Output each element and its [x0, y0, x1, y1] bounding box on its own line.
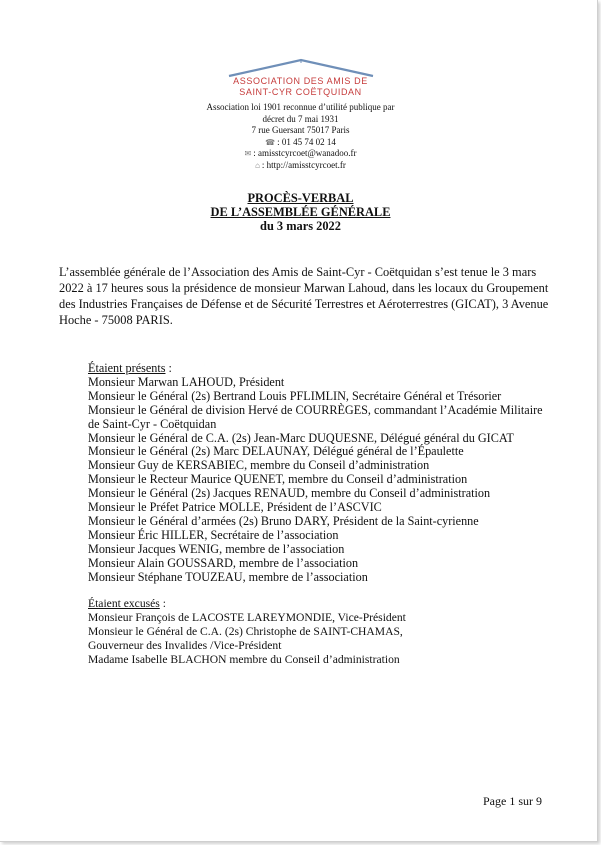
- excused-person: Monsieur François de LACOSTE LAREYMONDIE, Vice-Président: [88, 611, 406, 624]
- excused-person: Gouverneur des Invalides /Vice-Président: [88, 639, 282, 652]
- attendee: de Saint-Cyr - Coëtquidan: [88, 416, 217, 431]
- letterhead: [0, 56, 601, 172]
- attendee: Monsieur Stéphane TOUZEAU, membre de l’association: [88, 569, 368, 584]
- association-logo: [226, 56, 376, 102]
- present-label: Étaient présents: [88, 361, 166, 375]
- present-heading: [88, 361, 558, 376]
- attendee: Monsieur Alain GOUSSARD, membre de l’association: [88, 555, 359, 570]
- intro-paragraph: L’assemblée générale de l’Association des Amis de Saint-Cyr - Coëtquidan s’est tenue le 3 mars 2022 à 17 heures sous la présidence de monsieur Marwan Lahoud, dans les locaux du Groupement des Industries Françaises de Défense et de Sécurité Terrestres et Aéroterrestres (GICAT), 3 Avenue Hoche - 75008 PARIS.: [59, 265, 549, 327]
- roof-icon: [226, 56, 376, 78]
- mail-icon: ✉: [244, 149, 252, 159]
- website-url[interactable]: : http://amisstcyrcoet.fr: [261, 159, 346, 170]
- document-title: [0, 191, 601, 234]
- attendee: Monsieur le Préfet Patrice MOLLE, Président de l’ASCVIC: [88, 500, 382, 515]
- excused-person: Monsieur le Général de C.A. (2s) Christophe de SAINT-CHAMAS,: [88, 625, 403, 638]
- page-number: Page 1 sur 9: [483, 794, 542, 808]
- attendee: Monsieur le Général de division Hervé de COURRÈGES, commandant l’Académie Militaire: [88, 402, 543, 417]
- email-line: [0, 148, 601, 160]
- title-line-2: DE L’ASSEMBLÉE GÉNÉRALE: [210, 205, 391, 220]
- attendee: Monsieur Marwan LAHOUD, Président: [88, 374, 285, 389]
- attendee: Monsieur le Général (2s) Marc DELAUNAY, Délégué général de l’Épaulette: [88, 444, 464, 459]
- phone-number: : 01 45 74 02 14: [277, 136, 336, 147]
- attendees-present-section: [88, 361, 558, 585]
- attendee: Monsieur le Recteur Maurice QUENET, membre du Conseil d’administration: [88, 472, 468, 487]
- decree-line: décret du 7 mai 1931: [262, 113, 339, 124]
- house-icon: ⌂: [255, 160, 260, 170]
- telephone-icon: ☎: [265, 137, 276, 147]
- meeting-date: du 3 mars 2022: [260, 219, 341, 234]
- website-line: [0, 160, 601, 172]
- logo-title-line2: SAINT-CYR COËTQUIDAN: [239, 87, 362, 97]
- phone-line: [0, 137, 601, 149]
- logo-title-line1: ASSOCIATION DES AMIS DE: [233, 76, 368, 86]
- attendee: Monsieur le Général de C.A. (2s) Jean-Marc DUQUESNE, Délégué général du GICAT: [88, 430, 514, 445]
- present-label-suffix: :: [165, 361, 172, 375]
- attendee: Monsieur Jacques WENIG, membre de l’association: [88, 541, 345, 556]
- excused-label: Étaient excusés: [88, 597, 160, 610]
- title-line-1: PROCÈS-VERBAL: [247, 191, 354, 205]
- attendees-excused-section: [88, 597, 558, 667]
- attendee: Monsieur Guy de KERSABIEC, membre du Conseil d’administration: [88, 458, 430, 473]
- excused-person: Madame Isabelle BLACHON membre du Conseil d’administration: [88, 653, 400, 666]
- attendee: Monsieur Éric HILLER, Secrétaire de l’association: [88, 527, 339, 542]
- address-line: 7 rue Guersant 75017 Paris: [251, 125, 350, 136]
- email-address[interactable]: : amisstcyrcoet@wanadoo.fr: [253, 148, 357, 159]
- attendee: Monsieur le Général d’armées (2s) Bruno DARY, Président de la Saint-cyrienne: [88, 513, 479, 528]
- attendee: Monsieur le Général (2s) Jacques RENAUD, membre du Conseil d’administration: [88, 486, 491, 501]
- excused-heading: [88, 597, 558, 611]
- attendee: Monsieur le Général (2s) Bertrand Louis PFLIMLIN, Secrétaire Général et Trésorier: [88, 388, 502, 403]
- excused-label-suffix: :: [159, 597, 166, 610]
- legal-status-line: Association loi 1901 reconnue d’utilité publique par: [206, 102, 395, 112]
